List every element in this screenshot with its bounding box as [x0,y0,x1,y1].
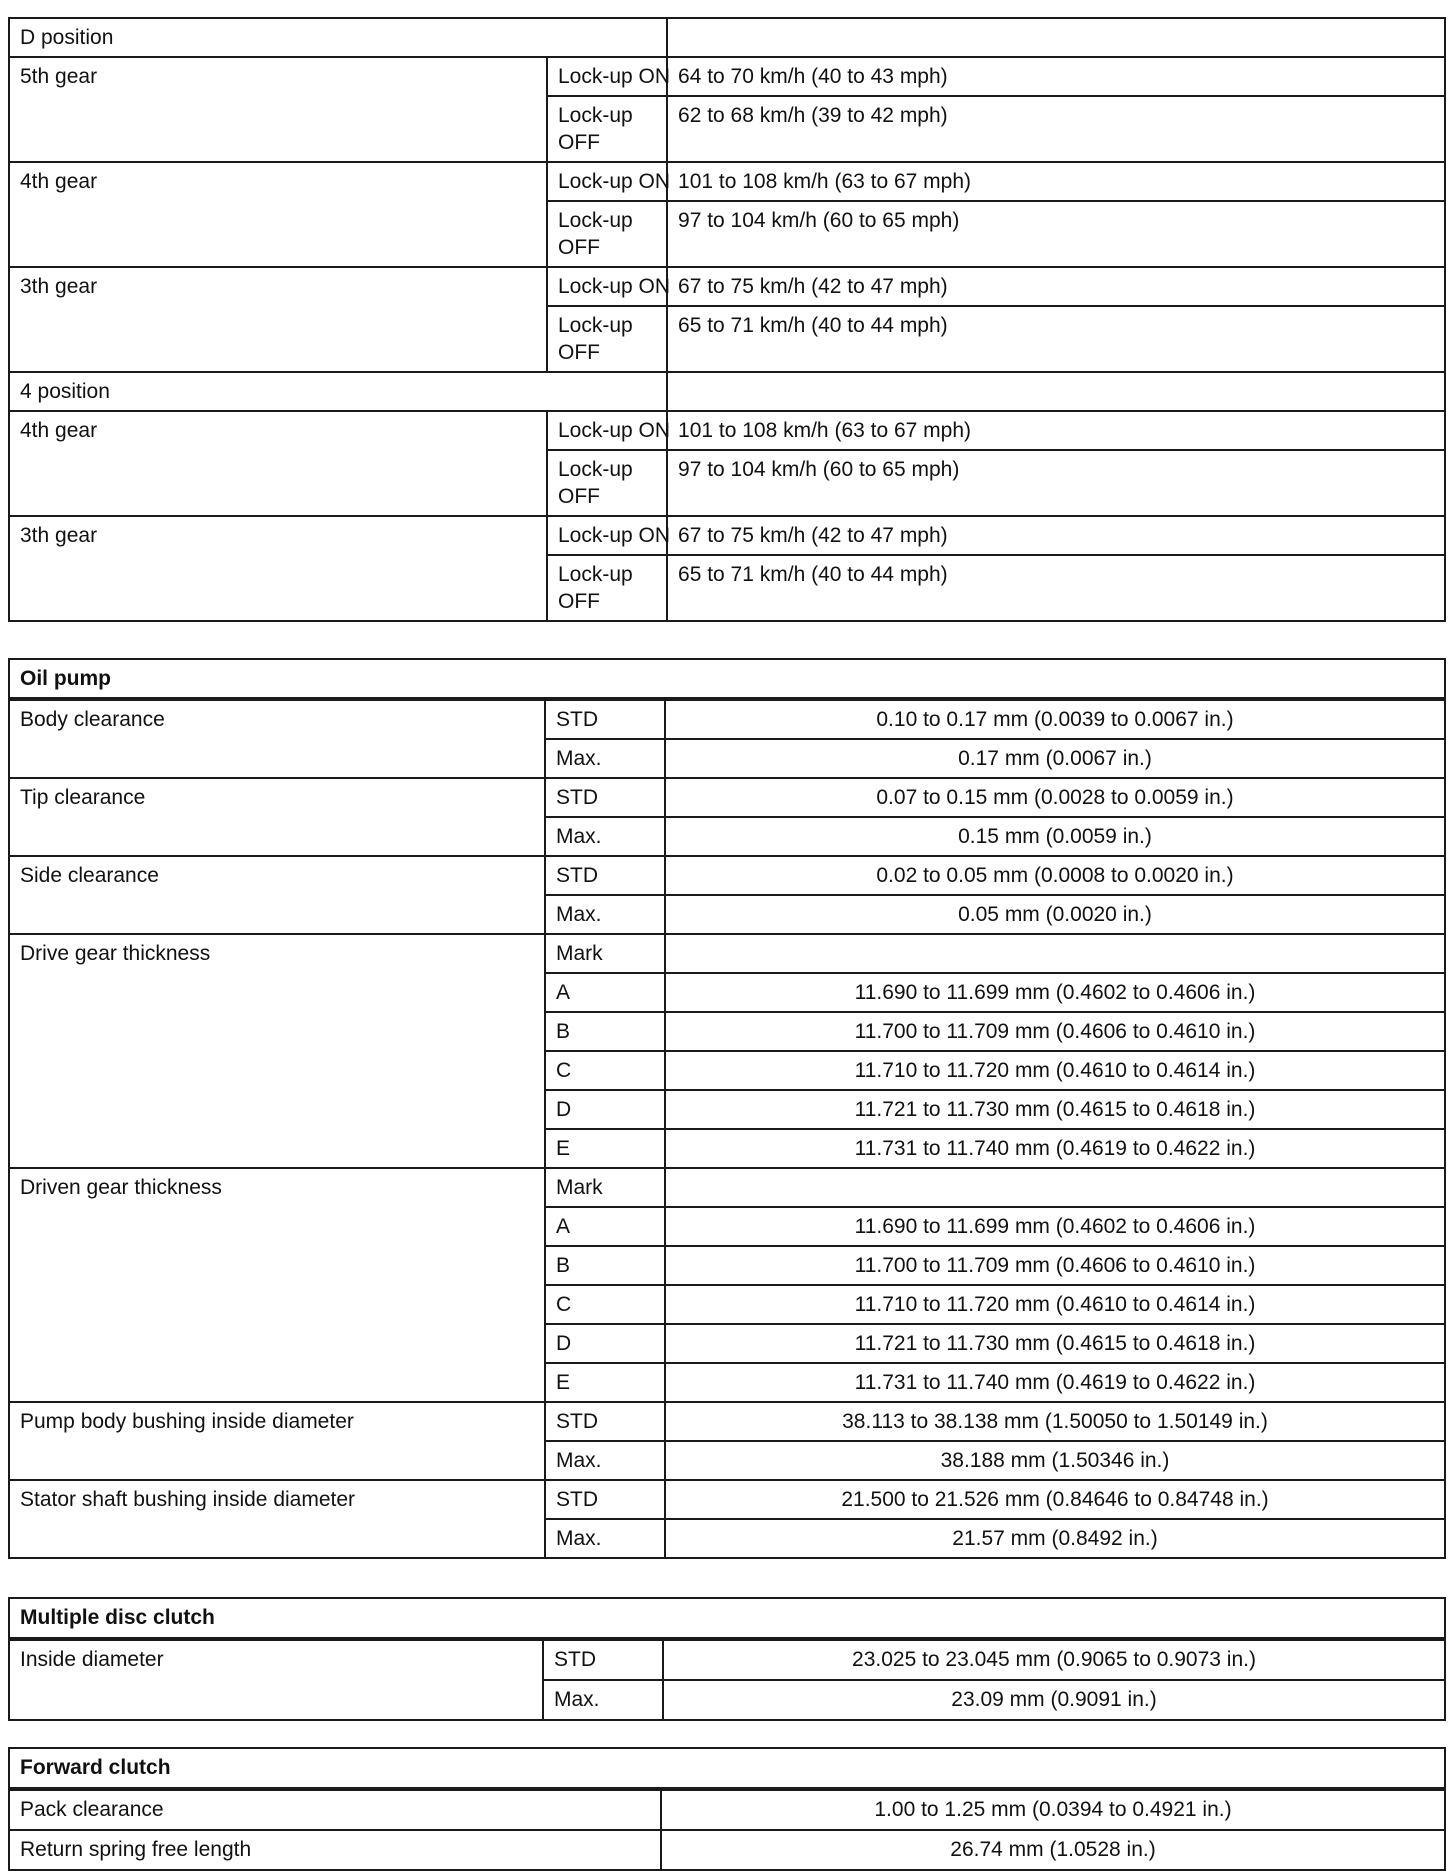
position-value-empty [667,372,1445,411]
spec-value: 0.02 to 0.05 mm (0.0008 to 0.0020 in.) [665,856,1445,895]
vehicle-speed: 101 to 108 km/h (63 to 67 mph) [667,411,1445,450]
spec-label: STD [545,1480,665,1519]
spec-value: 0.17 mm (0.0067 in.) [665,739,1445,778]
table-row [9,699,1445,739]
spec-value: 11.731 to 11.740 mm (0.4619 to 0.4622 in.) [665,1363,1445,1402]
lockup-condition: Lock-up OFF [547,96,667,162]
item-name: Pack clearance [9,1789,661,1830]
spec-label: C [545,1051,665,1090]
spec-label: Max. [545,1441,665,1480]
spec-label: STD [545,856,665,895]
spec-label: E [545,1129,665,1168]
spec-value: 0.07 to 0.15 mm (0.0028 to 0.0059 in.) [665,778,1445,817]
lockup-condition: Lock-up OFF [547,555,667,621]
table-row [9,372,1445,411]
spec-label: D [545,1090,665,1129]
vehicle-speed: 62 to 68 km/h (39 to 42 mph) [667,96,1445,162]
vehicle-speed: 64 to 70 km/h (40 to 43 mph) [667,57,1445,96]
item-name: Body clearance [9,699,545,778]
lockup-condition: Lock-up OFF [547,306,667,372]
table-row [9,1402,1445,1441]
spec-label: Max. [545,817,665,856]
oil-pump-table [8,658,1446,1559]
spec-value: 23.09 mm (0.9091 in.) [663,1680,1445,1720]
lockup-condition: Lock-up OFF [547,201,667,267]
spec-value: 11.731 to 11.740 mm (0.4619 to 0.4622 in.) [665,1129,1445,1168]
table-row [9,934,1445,973]
spec-label: Mark [545,934,665,973]
spec-value: 38.113 to 38.138 mm (1.50050 to 1.50149 in.) [665,1402,1445,1441]
table-row [9,267,1445,306]
gear-label: 5th gear [9,57,547,162]
table-row [9,18,1445,57]
item-name: Return spring free length [9,1830,661,1870]
spec-value [665,1168,1445,1207]
forward-clutch-table [8,1747,1446,1871]
table-row [9,1639,1445,1680]
spec-value: 11.721 to 11.730 mm (0.4615 to 0.4618 in.) [665,1090,1445,1129]
gear-label: 3th gear [9,516,547,621]
table-row [9,411,1445,450]
item-name: Inside diameter [9,1639,543,1720]
table-row [9,57,1445,96]
spec-label: STD [545,699,665,739]
position-label: 4 position [9,372,667,411]
spec-label: Max. [545,1519,665,1558]
spec-value: 23.025 to 23.045 mm (0.9065 to 0.9073 in.) [663,1639,1445,1680]
spec-label: STD [545,778,665,817]
spec-value: 0.05 mm (0.0020 in.) [665,895,1445,934]
item-name: Drive gear thickness [9,934,545,1168]
spec-label: B [545,1012,665,1051]
table-header-row [9,1598,1445,1639]
table-row [9,516,1445,555]
table-row [9,1789,1445,1830]
position-value-empty [667,18,1445,57]
spec-value: 11.690 to 11.699 mm (0.4602 to 0.4606 in.) [665,973,1445,1012]
table-row [9,778,1445,817]
spec-value: 1.00 to 1.25 mm (0.0394 to 0.4921 in.) [661,1789,1445,1830]
item-name: Driven gear thickness [9,1168,545,1402]
lockup-condition: Lock-up ON [547,162,667,201]
table-row [9,162,1445,201]
table-row [9,1480,1445,1519]
spec-label: Max. [545,895,665,934]
lockup-condition: Lock-up OFF [547,450,667,516]
multiple-disc-clutch-table [8,1597,1446,1721]
spec-label: C [545,1285,665,1324]
spec-label: A [545,1207,665,1246]
spec-label: Max. [545,739,665,778]
spec-label: STD [545,1402,665,1441]
spec-value: 26.74 mm (1.0528 in.) [661,1830,1445,1870]
shift-point-table [8,17,1446,622]
lockup-condition: Lock-up ON [547,267,667,306]
spec-value: 11.700 to 11.709 mm (0.4606 to 0.4610 in.) [665,1246,1445,1285]
table-header-row [9,1748,1445,1789]
table-header-row [9,659,1445,699]
item-name: Side clearance [9,856,545,934]
position-label: D position [9,18,667,57]
spec-value [665,934,1445,973]
section-title: Multiple disc clutch [9,1598,1445,1639]
spec-value: 21.500 to 21.526 mm (0.84646 to 0.84748 in.) [665,1480,1445,1519]
spec-label: A [545,973,665,1012]
spec-value: 11.700 to 11.709 mm (0.4606 to 0.4610 in.) [665,1012,1445,1051]
lockup-condition: Lock-up ON [547,57,667,96]
spec-label: Max. [543,1680,663,1720]
spec-value: 21.57 mm (0.8492 in.) [665,1519,1445,1558]
spec-label: STD [543,1639,663,1680]
spec-label: B [545,1246,665,1285]
spec-value: 11.710 to 11.720 mm (0.4610 to 0.4614 in.) [665,1285,1445,1324]
table-row [9,856,1445,895]
vehicle-speed: 97 to 104 km/h (60 to 65 mph) [667,450,1445,516]
table-row [9,1168,1445,1207]
gear-label: 4th gear [9,411,547,516]
spec-value: 11.710 to 11.720 mm (0.4610 to 0.4614 in.) [665,1051,1445,1090]
section-title: Oil pump [9,659,1445,699]
gear-label: 4th gear [9,162,547,267]
spec-value: 11.690 to 11.699 mm (0.4602 to 0.4606 in.) [665,1207,1445,1246]
item-name: Pump body bushing inside diameter [9,1402,545,1480]
spec-value: 38.188 mm (1.50346 in.) [665,1441,1445,1480]
spec-label: D [545,1324,665,1363]
gear-label: 3th gear [9,267,547,372]
vehicle-speed: 67 to 75 km/h (42 to 47 mph) [667,516,1445,555]
spec-label: E [545,1363,665,1402]
spec-value: 0.10 to 0.17 mm (0.0039 to 0.0067 in.) [665,699,1445,739]
vehicle-speed: 65 to 71 km/h (40 to 44 mph) [667,306,1445,372]
spec-label: Mark [545,1168,665,1207]
lockup-condition: Lock-up ON [547,516,667,555]
vehicle-speed: 101 to 108 km/h (63 to 67 mph) [667,162,1445,201]
section-title: Forward clutch [9,1748,1445,1789]
table-row [9,1830,1445,1870]
vehicle-speed: 97 to 104 km/h (60 to 65 mph) [667,201,1445,267]
vehicle-speed: 67 to 75 km/h (42 to 47 mph) [667,267,1445,306]
spec-value: 11.721 to 11.730 mm (0.4615 to 0.4618 in.) [665,1324,1445,1363]
item-name: Tip clearance [9,778,545,856]
spec-value: 0.15 mm (0.0059 in.) [665,817,1445,856]
item-name: Stator shaft bushing inside diameter [9,1480,545,1558]
vehicle-speed: 65 to 71 km/h (40 to 44 mph) [667,555,1445,621]
lockup-condition: Lock-up ON [547,411,667,450]
